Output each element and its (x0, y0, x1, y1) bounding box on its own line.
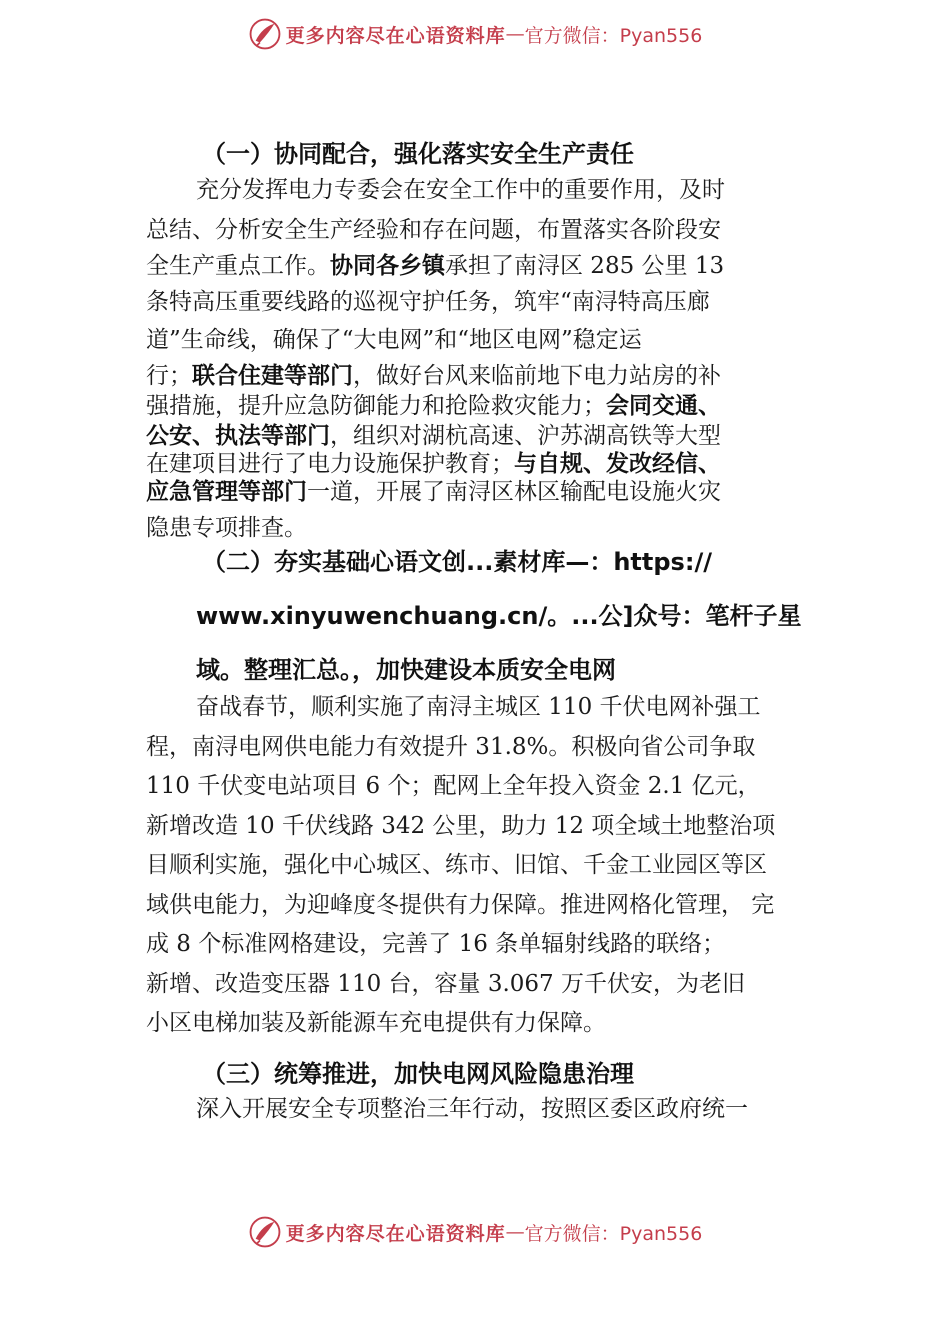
text-run: ，组织对湖杭高速、沪苏湖高铁等大型 (330, 423, 721, 449)
paragraph-line: 深入开展安全专项整治三年行动，按照区委区政府统一 (196, 1096, 748, 1122)
section2-paragraph (146, 688, 836, 1044)
paragraph-line: 新增、改造变压器 110 台，容量 3.067 万千伏安，为老旧 (146, 970, 745, 997)
text-run: 行； (146, 363, 192, 389)
paragraph-line: 奋战春节，顺利实施了南浔主城区 110 千伏电网补强工 (196, 694, 761, 720)
text-run: 承担了南浔区 285 公里 13 (445, 253, 725, 279)
paragraph-line: 总结、分析安全生产经验和存在问题，布置落实各阶段安 (146, 217, 721, 243)
paragraph-line: 目顺利实施，强化中心城区、练市、旧馆、千金工业园区等区 (146, 852, 767, 878)
section1-heading: （一）协同配合，强化落实安全生产责任 (202, 140, 634, 168)
paragraph-line: 隐患专项排查。 (146, 515, 307, 541)
text-run: 全生产重点工作。 (146, 253, 330, 279)
text-run: 一道，开展了南浔区林区输配电设施火灾 (307, 479, 721, 505)
paragraph-line (146, 248, 836, 284)
watermark-title: 更多内容尽在心语资料库 (285, 1222, 506, 1245)
paragraph-line (146, 474, 836, 510)
section3-paragraph (146, 1090, 836, 1128)
text-run: 在建项目进行了电力设施保护教育； (146, 451, 514, 477)
section2-heading-line: （二）夯实基础心语文创...素材库—：https:// (202, 548, 712, 576)
paragraph-line: 道”生命线，确保了“大电网”和“地区电网”稳定运 (146, 327, 642, 353)
text-run: ，做好台风来临前地下电力站房的补 (353, 363, 721, 389)
watermark-separator: — (505, 23, 525, 45)
paragraph-line: 新增改造 10 千伏线路 342 公里，助力 12 项全域土地整治项 (146, 812, 776, 839)
paragraph-line: 条特高压重要线路的巡视守护任务，筑牢“南浔特高压廊 (146, 289, 710, 315)
footer-watermark (0, 1212, 950, 1252)
header-watermark (0, 14, 950, 54)
emphasis-text: 协同各乡镇 (330, 253, 445, 279)
paragraph-line: 充分发挥电力专委会在安全工作中的重要作用，及时 (196, 177, 725, 203)
watermark-separator: — (505, 1221, 525, 1243)
emphasis-text: 会同交通、 (606, 393, 721, 419)
section1-paragraph (146, 172, 836, 546)
section2-heading-line: www.xinyuwenchuang.cn/。...公]众号：笔杆子星 (196, 602, 802, 630)
emphasis-text: 应急管理等部门 (146, 479, 307, 505)
paragraph-line: 成 8 个标准网格建设，完善了 16 条单辐射线路的联络； (146, 931, 726, 957)
section2-heading-line: 域。整理汇总。，加快建设本质安全电网 (196, 656, 616, 684)
watermark-title: 更多内容尽在心语资料库 (285, 24, 506, 47)
emphasis-text: 与自规、发改经信、 (514, 451, 721, 477)
pen-logo-icon (248, 1215, 282, 1249)
paragraph-line: 110 千伏变电站项目 6 个；配网上全年投入资金 2.1 亿元， (146, 773, 761, 799)
emphasis-text: 联合住建等部门 (192, 363, 353, 389)
paragraph-line: 程，南浔电网供电能力有效提升 31.8%。积极向省公司争取 (146, 733, 756, 760)
paragraph-line: 小区电梯加装及新能源车充电提供有力保障。 (146, 1010, 606, 1036)
text-run: 强措施，提升应急防御能力和抢险救灾能力； (146, 393, 606, 419)
emphasis-text: 公安、执法等部门 (146, 423, 330, 449)
pen-logo-icon (248, 17, 282, 51)
watermark-contact: 官方微信：Pyan556 (524, 1222, 703, 1245)
watermark-contact: 官方微信：Pyan556 (524, 24, 703, 47)
paragraph-line: 域供电能力，为迎峰度冬提供有力保障。推进网格化管理， 完 (146, 891, 775, 918)
section3-heading: （三）统筹推进，加快电网风险隐患治理 (202, 1060, 634, 1088)
